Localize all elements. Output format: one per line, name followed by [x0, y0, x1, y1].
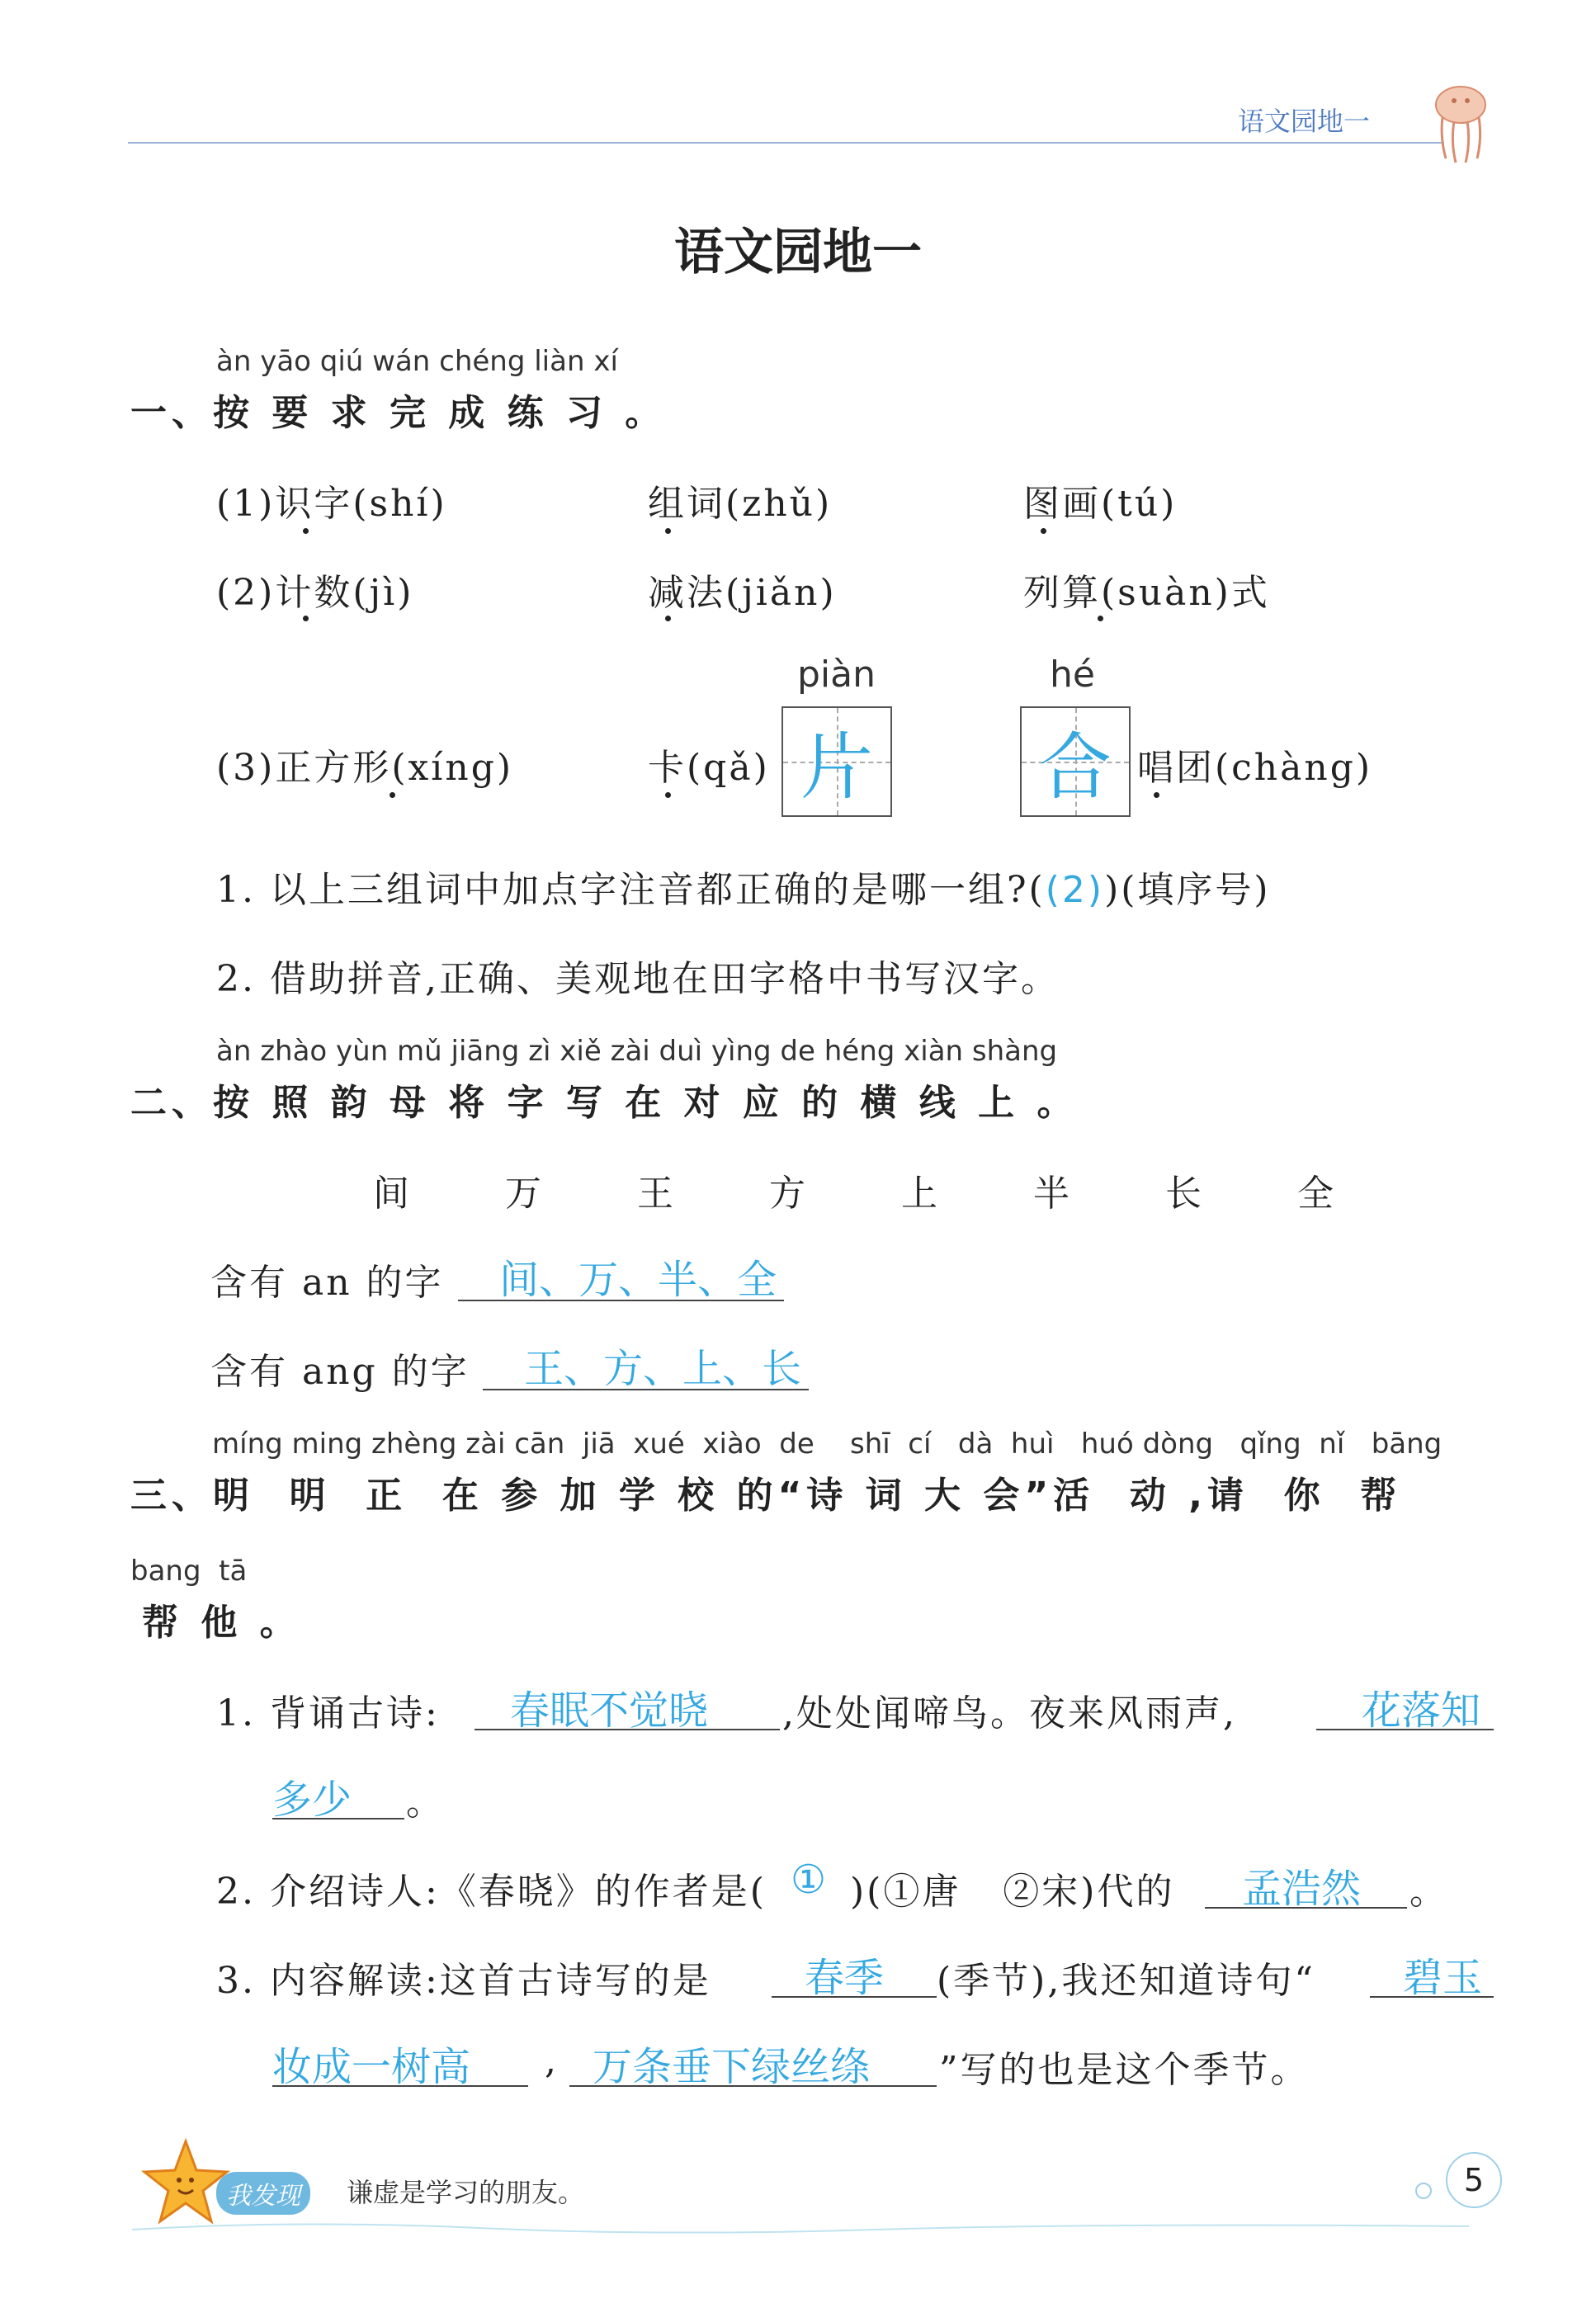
answer-line — [1205, 1907, 1407, 1909]
footer-motto: 谦虚是学习的朋友。 — [347, 2177, 585, 2208]
an-answer[interactable]: 间、万、半、全 — [499, 1257, 777, 1303]
ang-answer-line — [483, 1389, 809, 1390]
char-3: 王 — [637, 1173, 676, 1215]
char-1: 间 — [373, 1173, 412, 1215]
sec3-q3-mid: (季节),我还知道诗句“ — [937, 1960, 1315, 2002]
sec3-q1-answer-3[interactable]: 多少 — [272, 1777, 352, 1823]
char-5: 上 — [901, 1173, 940, 1215]
footer-badge: 我发现 — [216, 2172, 310, 2215]
header-rule — [128, 142, 1444, 144]
sec3-q2-mid: )(①唐 ②宋)代的 — [850, 1871, 1175, 1913]
sec1-row2-item2: 减法(jiǎn) — [648, 572, 837, 614]
sec1-row3-item3: 唱团(chàng) — [1137, 747, 1373, 789]
sec1-row1-item1: (1)识字(shí) — [216, 483, 447, 525]
char-7: 长 — [1165, 1173, 1204, 1215]
page-number: 5 — [1446, 2152, 1502, 2208]
sec3-q3-answer-3[interactable]: 妆成一树高 — [272, 2044, 471, 2090]
sec3-q3-comma: , — [545, 2040, 559, 2082]
tianzige-grid-1[interactable] — [781, 706, 892, 817]
sec3-q3-answer-1[interactable]: 春季 — [805, 1955, 885, 2001]
answer-line — [475, 1729, 780, 1730]
answer-line — [772, 1996, 937, 1998]
answer-line — [272, 2085, 528, 2087]
sec3-pinyin-2: bang tā — [130, 1555, 248, 1588]
sec3-q2-end: 。 — [1409, 1871, 1448, 1913]
emphasis-dot — [665, 792, 671, 798]
char-6: 半 — [1033, 1173, 1072, 1215]
ang-answer[interactable]: 王、方、上、长 — [524, 1346, 802, 1392]
sec3-q2-prefix: 2. 介绍诗人:《春晓》的作者是( — [216, 1871, 767, 1913]
footer-wave — [132, 2220, 1469, 2236]
ang-label: 含有 ang 的字 — [210, 1351, 470, 1393]
sec1-heading: 一、按 要 求 完 成 练 习 。 — [130, 392, 667, 434]
header-label: 语文园地一 — [1238, 106, 1371, 137]
sec1-pinyin: àn yāo qiú wán chéng liàn xí — [216, 345, 618, 378]
sec3-q3-end: ”写的也是这个季节。 — [939, 2049, 1310, 2091]
sec3-q3-answer-2[interactable]: 碧玉 — [1403, 1955, 1483, 2001]
sec2-heading: 二、按 照 韵 母 将 字 写 在 对 应 的 横 线 上 。 — [130, 1082, 1079, 1124]
char-8: 全 — [1297, 1173, 1336, 1215]
emphasis-dot — [1041, 528, 1046, 534]
sec3-heading-1: 三、明 明 正 在 参 加 学 校 的“诗 词 大 会”活 动 ,请 你 帮 — [130, 1475, 1402, 1517]
emphasis-dot — [1154, 792, 1159, 798]
char-4: 方 — [769, 1173, 808, 1215]
sec1-row3-item2: 卡(qǎ) — [648, 747, 770, 789]
grid1-pinyin: piàn — [797, 654, 876, 696]
grid2-char: 合 — [1038, 724, 1112, 809]
sec1-row1-item2: 组词(zhǔ) — [648, 483, 833, 525]
emphasis-dot — [303, 528, 309, 534]
emphasis-dot — [665, 528, 671, 534]
char-2: 万 — [505, 1173, 544, 1215]
sec1-q1-answer: (2) — [1045, 869, 1105, 911]
sec3-pinyin-1: míng ming zhèng zài cān jiā xué xiào de shī cí dà huì huó dòng qǐng nǐ bāng — [212, 1428, 1443, 1461]
grid1-char: 片 — [800, 724, 873, 809]
sec3-q2-answer-1[interactable]: ① — [791, 1857, 827, 1903]
sec3-q1-end: 。 — [406, 1782, 445, 1824]
sec3-heading-2: 帮 他 。 — [142, 1602, 301, 1644]
answer-line — [569, 2085, 937, 2087]
sec1-row2-item1: (2)计数(jì) — [216, 572, 414, 614]
answer-line — [272, 1818, 404, 1819]
sec2-pinyin: àn zhào yùn mǔ jiāng zì xiě zài duì yìng de héng xiàn shàng — [216, 1035, 1058, 1068]
answer-line — [1316, 1729, 1494, 1730]
an-label: 含有 an 的字 — [210, 1262, 444, 1304]
page-title: 语文园地一 — [674, 224, 922, 281]
sec1-row3-item1: (3)正方形(xíng) — [216, 747, 514, 789]
sec1-q1-text: 1. 以上三组词中加点字注音都正确的是哪一组?( — [216, 869, 1046, 911]
sec3-q1-answer-2[interactable]: 花落知 — [1362, 1687, 1481, 1734]
sec1-q1-end: )(填序号) — [1104, 869, 1271, 911]
emphasis-dot — [303, 616, 309, 621]
sec3-q3-answer-4[interactable]: 万条垂下绿丝绦 — [593, 2044, 871, 2090]
sec1-q1 — [216, 860, 1271, 913]
answer-line — [1370, 1996, 1494, 1998]
tianzige-grid-2[interactable] — [1020, 706, 1131, 817]
jellyfish-icon — [1419, 76, 1502, 167]
emphasis-dot — [665, 616, 671, 621]
sec1-row2-item3: 列算(suàn)式 — [1023, 572, 1270, 614]
sec3-q2-answer-2[interactable]: 孟浩然 — [1242, 1866, 1362, 1912]
grid2-pinyin: hé — [1050, 654, 1095, 696]
emphasis-dot — [1098, 616, 1103, 621]
sec3-q1-prefix: 1. 背诵古诗: — [216, 1692, 440, 1735]
page-number-bubble-icon — [1415, 2183, 1432, 2199]
sec1-q2: 2. 借助拼音,正确、美观地在田字格中书写汉字。 — [216, 958, 1060, 1000]
sec3-q1-mid: ,处处闻啼鸟。夜来风雨声, — [782, 1692, 1237, 1735]
sec3-q1-answer-1[interactable]: 春眠不觉晓 — [510, 1687, 709, 1734]
sec3-q3-prefix: 3. 内容解读:这首古诗写的是 — [216, 1960, 711, 2002]
sec1-row1-item3: 图画(tú) — [1023, 483, 1178, 525]
emphasis-dot — [390, 792, 395, 798]
an-answer-line — [458, 1300, 784, 1301]
